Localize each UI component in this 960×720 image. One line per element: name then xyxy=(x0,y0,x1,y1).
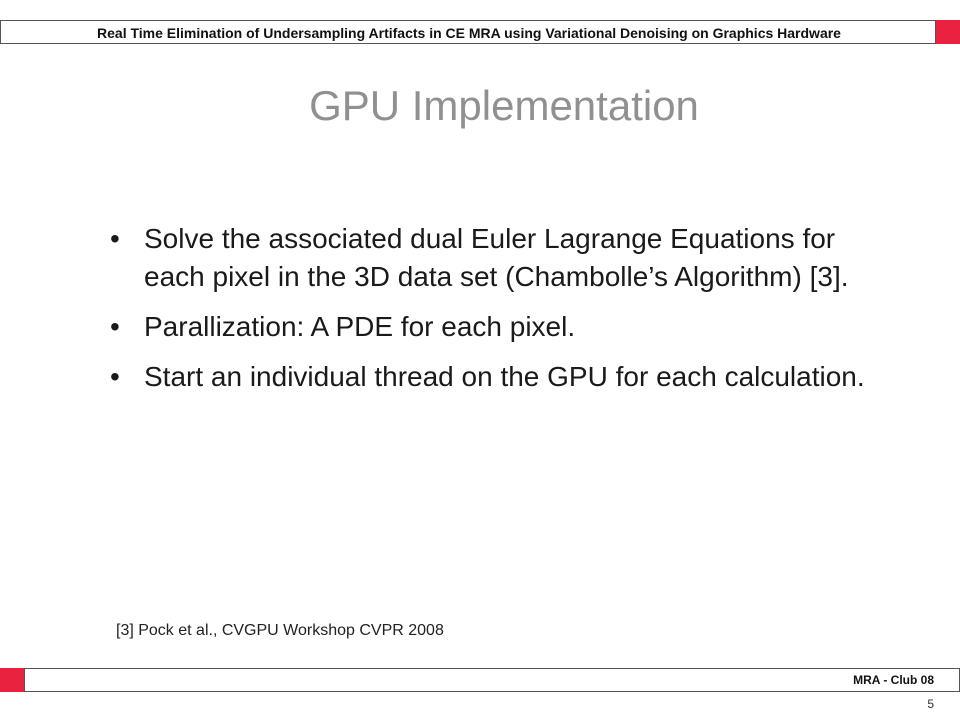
bullet-marker: • xyxy=(110,361,120,392)
bullet-item xyxy=(106,308,876,346)
header-title: Real Time Elimination of Undersampling Artifacts in CE MRA using Variational Denoising on Graphics Hardware xyxy=(97,25,841,41)
bullet-item xyxy=(106,358,876,396)
footer-label: MRA - Club 08 xyxy=(853,673,934,687)
header-accent-square xyxy=(936,20,960,44)
bullet-text: Solve the associated dual Euler Lagrange Equations for each pixel in the 3D data set (Chambolle’s Algorithm) [3]. xyxy=(144,223,849,292)
bullet-text: Parallization: A PDE for each pixel. xyxy=(144,311,576,342)
bullet-list xyxy=(106,220,876,408)
header-bar xyxy=(0,20,936,44)
page-number: 5 xyxy=(927,697,934,711)
footer-bar xyxy=(24,668,960,692)
slide-title: GPU Implementation xyxy=(309,82,699,129)
bullet-marker: • xyxy=(110,311,120,342)
bullet-marker: • xyxy=(110,223,120,254)
bullet-text: Start an individual thread on the GPU for each calculation. xyxy=(144,361,865,392)
reference-note: [3] Pock et al., CVGPU Workshop CVPR 2008 xyxy=(116,622,444,639)
bullet-item xyxy=(106,220,876,296)
footer-accent-square xyxy=(0,668,24,692)
